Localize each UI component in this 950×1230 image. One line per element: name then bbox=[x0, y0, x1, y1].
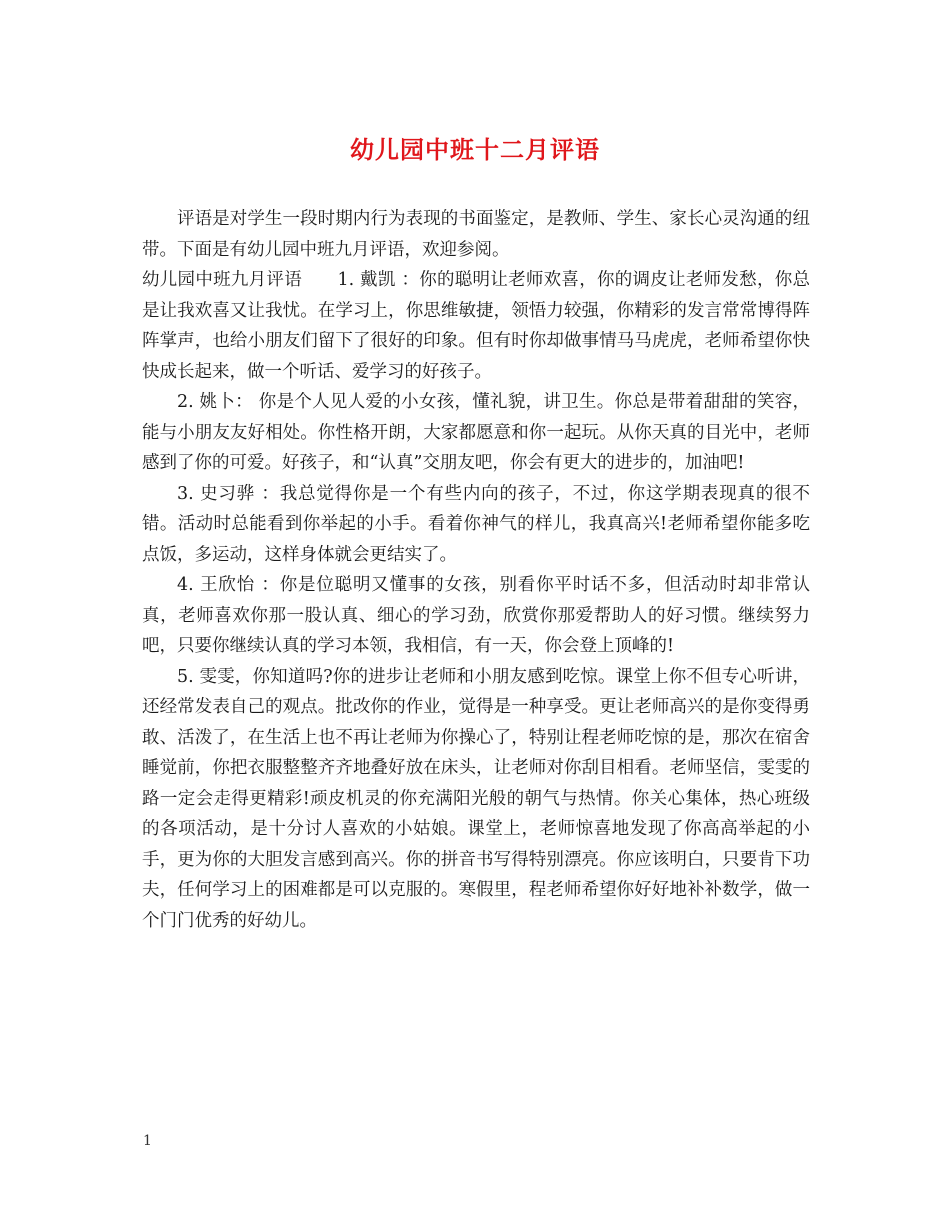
document-title: 幼儿园中班十二月评语 bbox=[350, 135, 600, 164]
document-body bbox=[142, 204, 810, 936]
comment-paragraph-5: 5. 雯雯，你知道吗?你的进步让老师和小朋友感到吃惊。课堂上你不但专心听讲，还经常发表自己的观点。批改你的作业，觉得是一种享受。更让老师高兴的是你变得勇敢、活泼了，在生活上也不再让老师为你操心了，特别让程老师吃惊的是，那次在宿舍睡觉前，你把衣服整整齐齐地叠好放在床头，让老师对你刮目相看。老师坚信，雯雯的路一定会走得更精彩!顽皮机灵的你充满阳光般的朝气与热情。你关心集体，热心班级的各项活动，是十分讨人喜欢的小姑娘。课堂上，老师惊喜地发现了你高高举起的小手，更为你的大胆发言感到高兴。你的拼音书写得特别漂亮。你应该明白，只要肯下功夫，任何学习上的困难都是可以克服的。寒假里，程老师希望你好好地补补数学，做一个门门优秀的好幼儿。 bbox=[142, 666, 810, 931]
comment-paragraph-2: 2. 姚卜： 你是个人见人爱的小女孩，懂礼貌，讲卫生。你总是带着甜甜的笑容，能与小朋友友好相处。你性格开朗，大家都愿意和你一起玩。从你天真的目光中，老师感到了你的可爱。好孩子，和“认真”交朋友吧，你会有更大的进步的，加油吧! bbox=[142, 392, 810, 473]
comment-paragraph-3: 3. 史习骅 ：我总觉得你是一个有些内向的孩子，不过，你这学期表现真的很不错。活动时总能看到你举起的小手。看着你神气的样儿，我真高兴!老师希望你能多吃点饭，多运动，这样身体就会更结实了。 bbox=[142, 483, 810, 565]
comment-paragraph-4: 4. 王欣怡 ：你是位聪明又懂事的女孩，别看你平时话不多，但活动时却非常认真，老师喜欢你那一股认真、细心的学习劲，欣赏你那爱帮助人的好习惯。继续努力吧，只要你继续认真的学习本领，我相信，有一天，你会登上顶峰的! bbox=[142, 575, 810, 656]
page-number: 1 bbox=[143, 1133, 152, 1149]
comment-paragraph-1: 幼儿园中班九月评语 1. 戴凯 ：你的聪明让老师欢喜，你的调皮让老师发愁，你总是让我欢喜又让我忧。在学习上，你思维敏捷，领悟力较强，你精彩的发言常常博得阵阵掌声，也给小朋友们留下了很好的印象。但有时你却做事情马马虎虎，老师希望你快快成长起来，做一个听话、爱学习的好孩子。 bbox=[142, 270, 810, 382]
intro-paragraph: 评语是对学生一段时期内行为表现的书面鉴定，是教师、学生、家长心灵沟通的纽带。下面是有幼儿园中班九月评语，欢迎参阅。 bbox=[142, 209, 810, 260]
